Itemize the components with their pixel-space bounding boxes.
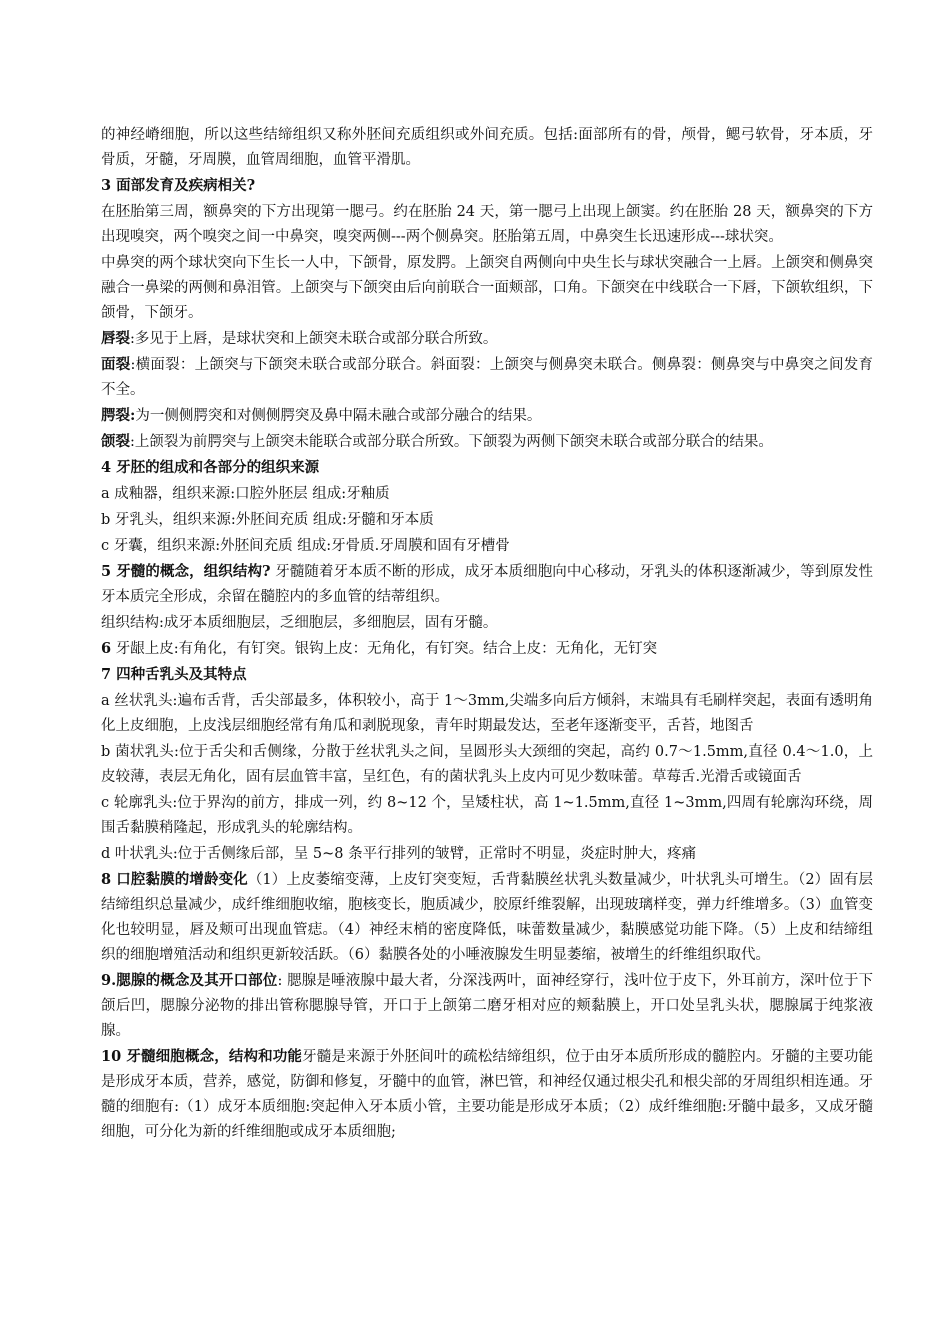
paragraph <box>101 790 873 841</box>
paragraph-text: :多见于上唇，是球状突和上颌突未联合或部分联合所致。 <box>130 331 498 347</box>
paragraph-heading: 颌裂 <box>101 433 130 450</box>
paragraph-text: b 菌状乳头:位于舌尖和舌侧缘，分散于丝状乳头之间，呈圆形头大颈细的突起，高约 0.7～1.5mm,直径 0.4～1.0，上皮较薄，表层无角化，固有层血管丰富，呈红色，有的菌状乳头上皮内可见少数味蕾。草莓舌.光滑舌或镜面舌 <box>101 744 873 785</box>
paragraph <box>101 662 873 688</box>
paragraph <box>101 739 873 790</box>
paragraph <box>101 199 873 250</box>
paragraph <box>101 122 873 173</box>
paragraph <box>101 1044 873 1145</box>
paragraph <box>101 455 873 481</box>
paragraph-heading: 面裂 <box>101 356 131 373</box>
paragraph-heading: 10 牙髓细胞概念，结构和功能 <box>101 1048 303 1065</box>
paragraph-heading: 唇裂 <box>101 330 130 347</box>
paragraph <box>101 867 873 968</box>
paragraph-text: c 轮廓乳头:位于界沟的前方，排成一列，约 8~12 个，呈矮柱状，高 1~1.5mm,直径 1~3mm,四周有轮廓沟环绕，周围舌黏膜稍隆起，形成乳头的轮廓结构。 <box>101 795 873 836</box>
paragraph <box>101 507 873 533</box>
paragraph <box>101 429 873 455</box>
paragraph <box>101 481 873 507</box>
paragraph <box>101 352 873 403</box>
paragraph <box>101 326 873 352</box>
paragraph-heading: 6 <box>101 640 112 657</box>
paragraph-text: b 牙乳头，组织来源:外胚间充质 组成:牙髓和牙本质 <box>101 512 434 528</box>
paragraph <box>101 968 873 1044</box>
paragraph-heading: 7 四种舌乳头及其特点 <box>101 666 247 683</box>
paragraph-heading: 腭裂: <box>101 407 136 424</box>
paragraph <box>101 250 873 326</box>
paragraph <box>101 559 873 610</box>
paragraph <box>101 533 873 559</box>
paragraph-text: 在胚胎第三周，额鼻突的下方出现第一腮弓。约在胚胎 24 天，第一腮弓上出现上颌窦。约在胚胎 28 天，额鼻突的下方出现嗅突，两个嗅突之间一中鼻突，嗅突两侧---两个侧鼻突。胚胎第五周，中鼻突生长迅速形成---球状突。 <box>101 204 873 245</box>
paragraph-text: c 牙囊，组织来源:外胚间充质 组成:牙骨质.牙周膜和固有牙槽骨 <box>101 538 510 554</box>
paragraph-text: : 腮腺是唾液腺中最大者，分深浅两叶，面神经穿行，浅叶位于皮下，外耳前方，深叶位于下颌后凹，腮腺分泌物的排出管称腮腺导管，开口于上颌第二磨牙相对应的颊黏膜上，开口处呈乳头状，腮腺属于纯浆液腺。 <box>101 973 873 1039</box>
document-page <box>101 122 873 1145</box>
paragraph-heading: 4 牙胚的组成和各部分的组织来源 <box>101 459 320 476</box>
paragraph-text: 牙髓是来源于外胚间叶的疏松结缔组织，位于由牙本质所形成的髓腔内。牙髓的主要功能是形成牙本质，营养，感觉，防御和修复，牙髓中的血管，淋巴管，和神经仅通过根尖孔和根尖部的牙周组织相连通。牙髓的细胞有:（1）成牙本质细胞:突起伸入牙本质小管，主要功能是形成牙本质；（2）成纤维细胞:牙髓中最多，又成牙髓细胞，可分化为新的纤维细胞或成牙本质细胞; <box>101 1049 873 1140</box>
paragraph <box>101 688 873 739</box>
paragraph-text: :横面裂：上颌突与下颌突未联合或部分联合。斜面裂：上颌突与侧鼻突未联合。侧鼻裂：侧鼻突与中鼻突之间发育不全。 <box>101 357 874 398</box>
paragraph-text: （1）上皮萎缩变薄，上皮钉突变短，舌背黏膜丝状乳头数量减少，叶状乳头可增生。（2）固有层结缔组织总量减少，成纤维细胞收缩，胞核变长，胞质减少，胶原纤维裂解，出现玻璃样变，弹力纤维增多。（3）血管变化也较明显，唇及颊可出现血管痣。（4）神经末梢的密度降低，味蕾数量减少，黏膜感觉功能下降。（5）上皮和结缔组织的细胞增殖活动和组织更新较活跃。（6）黏膜各处的小唾液腺发生明显萎缩，被增生的纤维组织取代。 <box>101 872 874 963</box>
paragraph <box>101 173 873 199</box>
paragraph-text: a 成釉器，组织来源:口腔外胚层 组成:牙釉质 <box>101 486 390 502</box>
paragraph-text: 的神经嵴细胞，所以这些结缔组织又称外胚间充质组织或外间充质。包括:面部所有的骨，颅骨，鳃弓软骨，牙本质，牙骨质，牙髓，牙周膜，血管周细胞，血管平滑肌。 <box>101 127 873 168</box>
paragraph-text: 牙龈上皮:有角化，有钉突。银钩上皮：无角化，有钉突。结合上皮：无角化，无钉突 <box>111 641 658 657</box>
paragraph-text: 为一侧侧腭突和对侧侧腭突及鼻中隔未融合或部分融合的结果。 <box>135 408 542 424</box>
paragraph-text: a 丝状乳头:遍布舌背，舌尖部最多，体积较小，高于 1～3mm,尖端多向后方倾斜，末端具有毛刷样突起，表面有透明角化上皮细胞，上皮浅层细胞经常有角瓜和剥脱现象，青年时期最发达，至老年逐渐变平，舌苔，地图舌 <box>101 693 873 734</box>
paragraph-heading: 9.腮腺的概念及其开口部位 <box>101 972 278 989</box>
paragraph-text: 牙髓随着牙本质不断的形成，成牙本质细胞向中心移动，牙乳头的体积逐渐减少，等到原发性牙本质完全形成，余留在髓腔内的多血管的结蒂组织。 <box>101 564 874 605</box>
paragraph-heading: 8 口腔黏膜的增龄变化 <box>101 871 248 888</box>
paragraph <box>101 403 873 429</box>
paragraph-text: :上颌裂为前腭突与上颌突未能联合或部分联合所致。下颌裂为两侧下颌突未联合或部分联合的结果。 <box>130 434 773 450</box>
paragraph-text: 中鼻突的两个球状突向下生长一人中，下颌骨，原发腭。上颌突自两侧向中央生长与球状突融合一上唇。上颌突和侧鼻突融合一鼻梁的两侧和鼻泪管。上颌突与下颌突由后向前联合一面颊部，口角。下颌突在中线联合一下唇，下颌软组织，下颌骨，下颌牙。 <box>101 255 873 321</box>
paragraph <box>101 636 873 662</box>
paragraph-text: 组织结构:成牙本质细胞层，乏细胞层，多细胞层，固有牙髓。 <box>101 615 498 631</box>
paragraph <box>101 841 873 867</box>
paragraph-heading: 3 面部发育及疾病相关? <box>101 177 256 194</box>
paragraph-text: d 叶状乳头:位于舌侧缘后部，呈 5~8 条平行排列的皱臂，正常时不明显，炎症时肿大，疼痛 <box>101 846 697 862</box>
paragraph-heading: 5 牙髓的概念，组织结构? <box>101 563 271 580</box>
paragraph <box>101 610 873 636</box>
